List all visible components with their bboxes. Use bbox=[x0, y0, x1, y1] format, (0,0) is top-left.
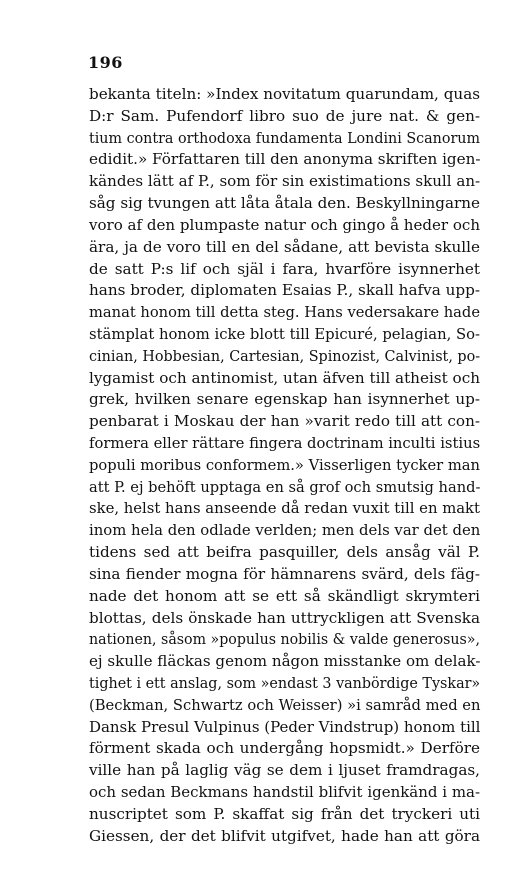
text-line: nade det honom att se ett så skändligt skrymteri bbox=[89, 586, 480, 605]
text-line: cinian, Hobbesian, Cartesian, Spinozist, Calvinist, po- bbox=[89, 346, 481, 365]
body-text bbox=[89, 84, 480, 847]
text-line: penbarat i Moskau der han »varit redo till att con- bbox=[89, 412, 480, 431]
text-line: tidens sed att beifra pasquiller, dels ansåg väl P. bbox=[89, 543, 480, 562]
text-line: nuscriptet som P. skaffat sig från det tryckeri uti bbox=[89, 804, 480, 823]
text-line: populi moribus conformem.» Visserligen tycker man bbox=[89, 455, 481, 474]
text-line: nationen, såsom »populus nobilis & valde generosus», bbox=[89, 630, 480, 649]
text-line: hans broder, diplomaten Esaias P., skall hafva upp- bbox=[89, 281, 480, 300]
text-line: de satt P:s lif och själ i fara, hvarföre isynnerhet bbox=[89, 259, 480, 278]
text-line: (Beckman, Schwartz och Weisser) »i samråd med en bbox=[89, 695, 481, 714]
text-line: D:r Sam. Pufendorf libro suo de jure nat. & gen- bbox=[89, 106, 480, 125]
text-line: förment skada och undergång hopsmidt.» Derföre bbox=[89, 739, 480, 758]
text-line: edidit.» Författaren till den anonyma skriften igen- bbox=[89, 150, 481, 169]
text-line: såg sig tvungen att låta åtala den. Beskyllningarne bbox=[89, 194, 480, 213]
text-line: grek, hvilken senare egenskap han isynnerhet up- bbox=[89, 390, 480, 409]
text-line: voro af den plumpaste natur och gingo å heder och bbox=[89, 215, 481, 234]
text-line: sina fiender mogna för hämnarens svärd, dels fäg- bbox=[89, 564, 480, 583]
text-line: inom hela den odlade verlden; men dels var det den bbox=[89, 521, 481, 540]
text-line: och sedan Beckmans handstil blifvit igenkänd i ma- bbox=[89, 783, 480, 801]
text-line: tium contra orthodoxa fundamenta Londini Scanorum bbox=[89, 128, 480, 147]
text-line: stämplat honom icke blott till Epicuré, pelagian, So- bbox=[89, 324, 480, 343]
text-line: lygamist och antinomist, utan äfven till atheist och bbox=[89, 368, 480, 387]
text-line: tighet i ett anslag, som »endast 3 vanbördige Tyskar» bbox=[89, 673, 481, 692]
page-number: 196 bbox=[88, 53, 123, 72]
text-line: kändes lätt af P., som för sin existimations skull an- bbox=[89, 172, 481, 191]
text-line: ära, ja de voro till en del sådane, att bevista skulle bbox=[89, 237, 480, 256]
text-line: ej skulle fläckas genom någon misstanke om delak- bbox=[89, 652, 481, 671]
text-line: manat honom till detta steg. Hans vedersakare hade bbox=[89, 303, 480, 322]
text-line: formera eller rättare fingera doctrinam inculti istius bbox=[89, 434, 481, 452]
text-line: att P. ej behöft upptaga en så grof och smutsig hand- bbox=[89, 477, 481, 496]
text-line: Giessen, der det blifvit utgifvet, hade han att göra bbox=[89, 826, 480, 845]
text-line: bekanta titeln: »Index novitatum quarundam, quas bbox=[89, 85, 480, 103]
text-line: ville han på laglig väg se dem i ljuset framdragas, bbox=[89, 761, 480, 780]
text-line: Dansk Presul Vulpinus (Peder Vindstrup) honom till bbox=[89, 717, 481, 736]
text-line: ske, helst hans anseende då redan vuxit till en makt bbox=[89, 499, 480, 518]
text-line: blottas, dels önskade han uttryckligen att Svenska bbox=[89, 608, 480, 627]
